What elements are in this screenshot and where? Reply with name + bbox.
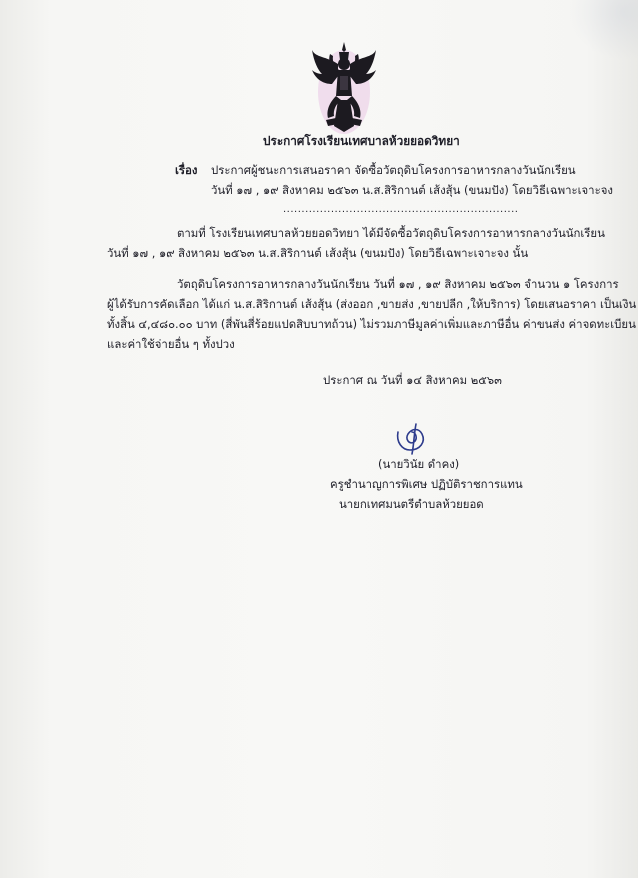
announcement-date: ประกาศ ณ วันที่ ๑๔ สิงหาคม ๒๕๖๓ <box>323 373 502 387</box>
dotted-separator: ................................................................ <box>283 204 519 215</box>
handwritten-signature <box>392 420 432 456</box>
subject-label: เรื่อง <box>175 163 198 177</box>
subject-line-1: ประกาศผู้ชนะการเสนอราคา จัดซื้อวัตถุดิบโครงการอาหารกลางวันนักเรียน <box>211 163 576 177</box>
signer-position-1: ครูชำนาญการพิเศษ ปฏิบัติราชการแทน <box>330 477 523 491</box>
paragraph-2-line-1: วัตถุดิบโครงการอาหารกลางวันนักเรียน วันที่ ๑๗ , ๑๙ สิงหาคม ๒๕๖๓ จำนวน ๑ โครงการ <box>177 277 619 291</box>
paragraph-1-line-2: วันที่ ๑๗ , ๑๙ สิงหาคม ๒๕๖๓ น.ส.สิริกานต์ เส้งสุ้น (ขนมปัง) โดยวิธีเฉพาะเจาะจง นั้น <box>107 246 529 260</box>
scan-artifact <box>568 0 638 60</box>
subject-line-2: วันที่ ๑๗ , ๑๙ สิงหาคม ๒๕๖๓ น.ส.สิริกานต์ เส้งสุ้น (ขนมปัง) โดยวิธีเฉพาะเจาะจง <box>211 183 613 197</box>
garuda-emblem-icon <box>308 40 380 136</box>
document-title: ประกาศโรงเรียนเทศบาลห้วยยอดวิทยา <box>263 134 460 148</box>
paragraph-1-line-1: ตามที่ โรงเรียนเทศบาลห้วยยอดวิทยา ได้มีจัดซื้อวัตถุดิบโครงการอาหารกลางวันนักเรียน <box>177 226 605 240</box>
paragraph-2-line-3: ทั้งสิ้น ๔,๔๘๐.๐๐ บาท (สี่พันสี่ร้อยแปดสิบบาทถ้วน) ไม่รวมภาษีมูลค่าเพิ่มและภาษีอื่น ค่าขนส่ง ค่าจดทะเบียน <box>107 317 636 331</box>
signer-position-2: นายกเทศมนตรีตำบลห้วยยอด <box>339 497 484 511</box>
signer-name: (นายวินัย ดำคง) <box>378 457 460 471</box>
paragraph-2-line-2: ผู้ได้รับการคัดเลือก ได้แก่ น.ส.สิริกานต์ เส้งสุ้น (ส่งออก ,ขายส่ง ,ขายปลีก ,ให้บริการ) โดยเสนอราคา เป็นเงิน <box>107 297 637 311</box>
paragraph-2-line-4: และค่าใช้จ่ายอื่น ๆ ทั้งปวง <box>107 337 235 351</box>
